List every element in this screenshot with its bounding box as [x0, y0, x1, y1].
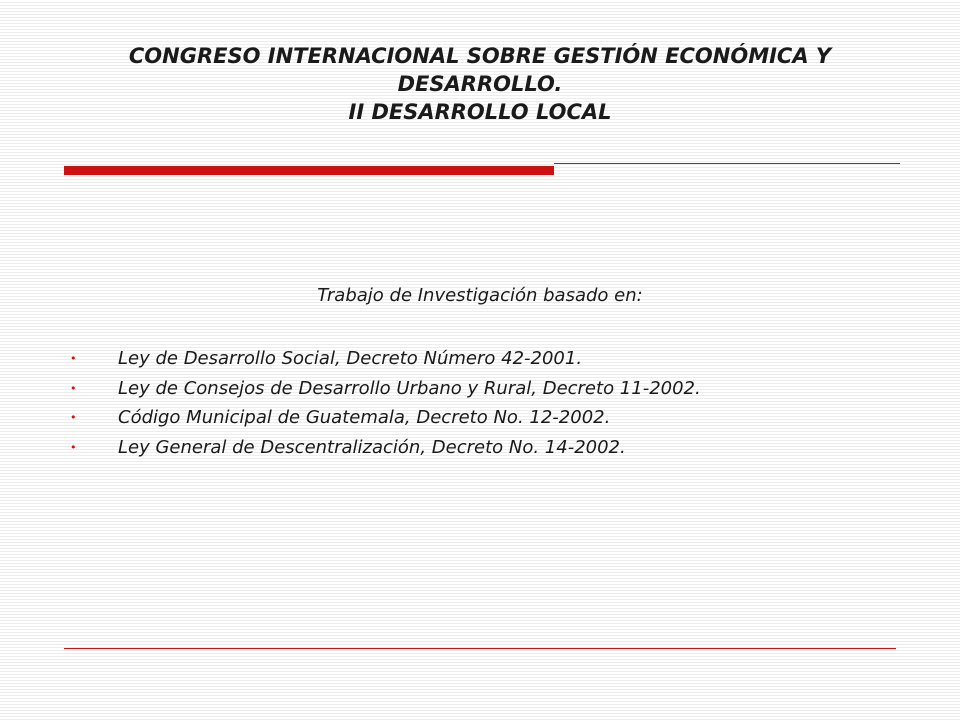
slide-title [60, 42, 900, 126]
law-list-item-text: Ley de Desarrollo Social, Decreto Número 42-2001. [118, 348, 583, 369]
bullet-icon: • [70, 352, 77, 365]
law-list-item-text: Ley General de Descentralización, Decreto No. 14-2002. [118, 436, 626, 458]
slide-title-line-2: DESARROLLO. [397, 72, 563, 96]
law-list-item-text: Código Municipal de Guatemala, Decreto No. 12-2002. [118, 407, 611, 428]
bullet-icon: • [70, 411, 77, 424]
law-list-item [0, 374, 960, 404]
footer-divider [64, 648, 896, 649]
law-list-item [0, 403, 960, 433]
bullet-icon: • [70, 381, 77, 395]
title-accent-line [554, 163, 900, 164]
slide-title-line-1: CONGRESO INTERNACIONAL SOBRE GESTIÓN ECONÓMICA Y [128, 44, 832, 68]
bullet-icon: • [70, 440, 77, 454]
slide-title-line-3: II DESARROLLO LOCAL [348, 100, 612, 124]
title-accent-bar [64, 166, 554, 175]
law-list-item-text: Ley de Consejos de Desarrollo Urbano y Rural, Decreto 11-2002. [118, 377, 701, 399]
law-list-item [0, 344, 960, 374]
law-list-item [0, 433, 960, 463]
slide-subtitle: Trabajo de Investigación basado en: [317, 285, 643, 306]
law-list [0, 344, 960, 462]
